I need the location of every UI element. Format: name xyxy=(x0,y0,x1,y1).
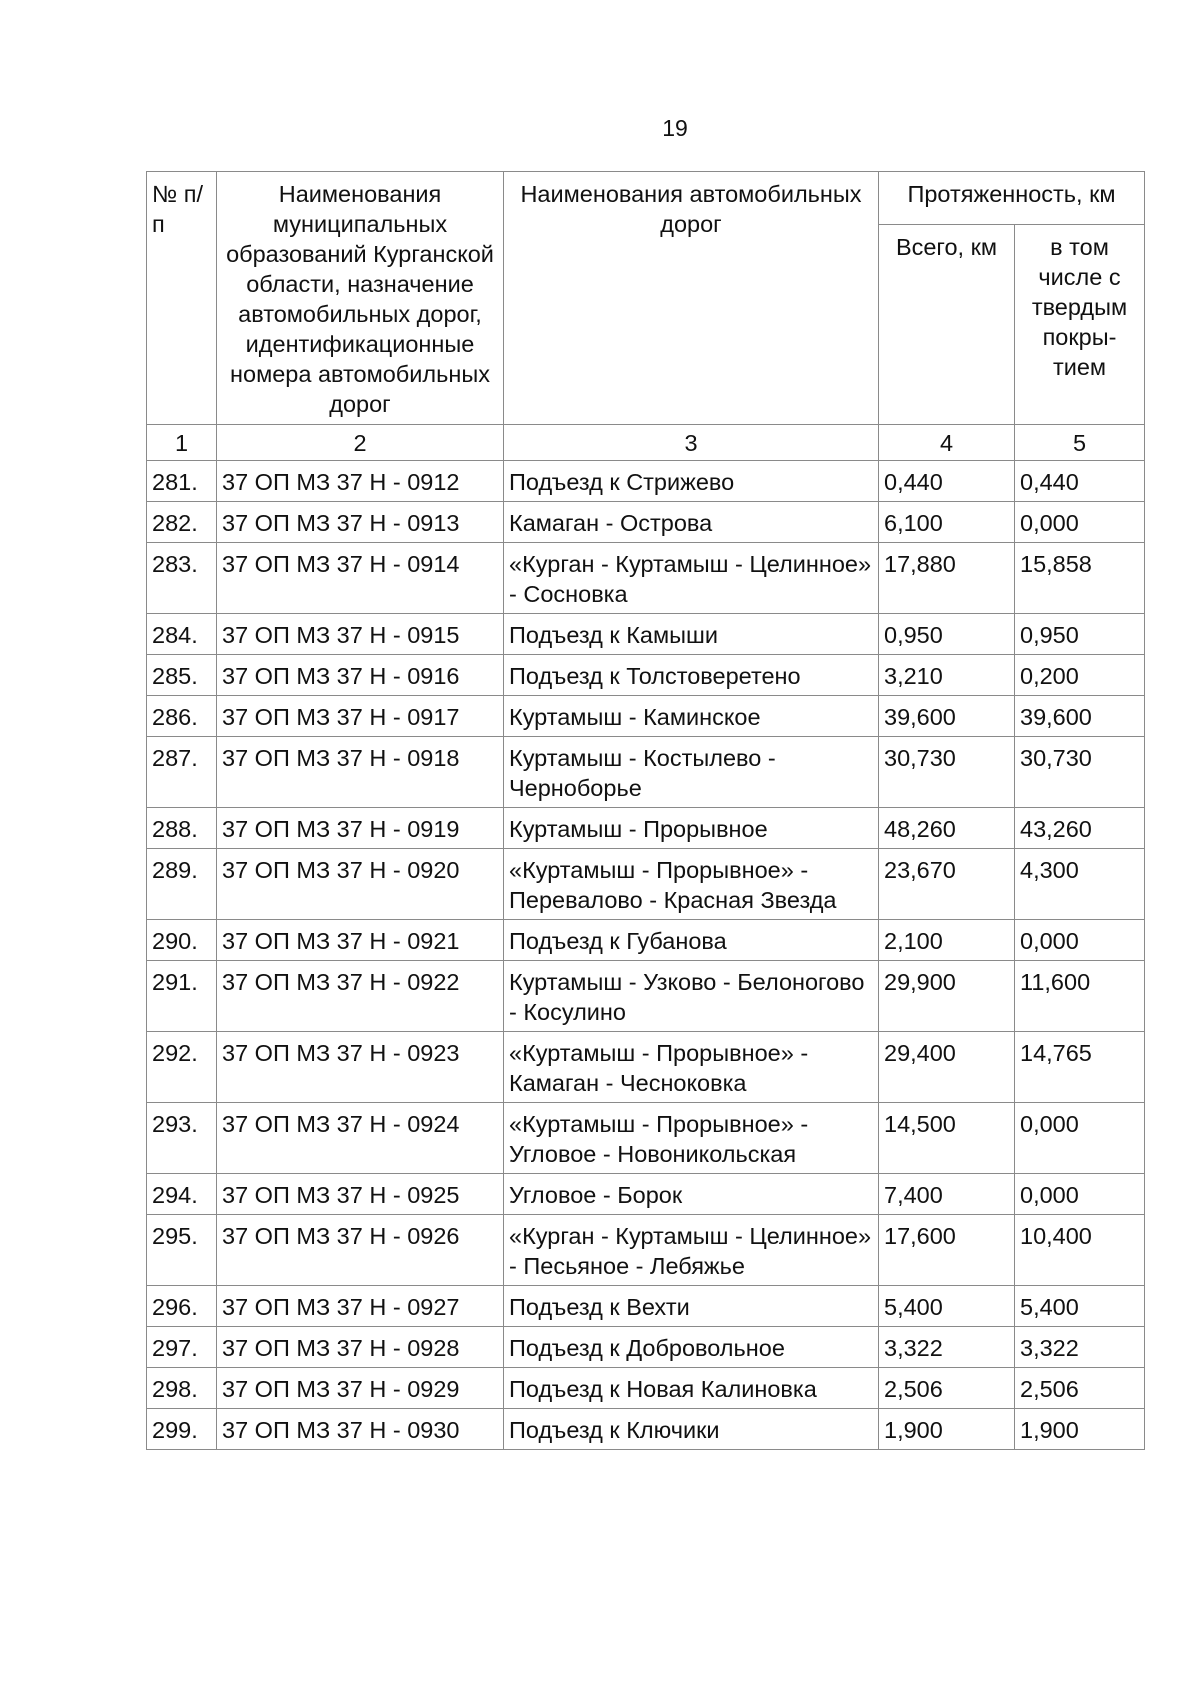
road-id: 37 ОП МЗ 37 Н - 0919 xyxy=(217,808,504,849)
table-header xyxy=(147,172,1145,461)
page-number: 19 xyxy=(662,115,688,141)
length-total: 14,500 xyxy=(879,1103,1015,1174)
header-road-name: Наименования автомобильных дорог xyxy=(504,172,879,425)
length-total: 6,100 xyxy=(879,502,1015,543)
road-id: 37 ОП МЗ 37 Н - 0917 xyxy=(217,696,504,737)
table-row xyxy=(147,1368,1145,1409)
length-total: 23,670 xyxy=(879,849,1015,920)
table-row xyxy=(147,1032,1145,1103)
length-paved: 11,600 xyxy=(1015,961,1145,1032)
row-number: 298. xyxy=(147,1368,217,1409)
road-name: Подъезд к Новая Калиновка xyxy=(504,1368,879,1409)
road-id: 37 ОП МЗ 37 Н - 0922 xyxy=(217,961,504,1032)
row-number: 291. xyxy=(147,961,217,1032)
length-paved: 4,300 xyxy=(1015,849,1145,920)
table-row xyxy=(147,1327,1145,1368)
road-id: 37 ОП МЗ 37 Н - 0920 xyxy=(217,849,504,920)
road-name: «Куртамыш - Прорывное» - Перевалово - Красная Звезда xyxy=(504,849,879,920)
roads-table xyxy=(146,171,1145,1450)
column-index: 4 xyxy=(879,425,1015,461)
road-id: 37 ОП МЗ 37 Н - 0924 xyxy=(217,1103,504,1174)
length-paved: 10,400 xyxy=(1015,1215,1145,1286)
row-number: 296. xyxy=(147,1286,217,1327)
header-municipal: Наименования муниципальных образований Курганской области, назначение автомобильных дорог, идентификационные номера автомобильных дорог xyxy=(217,172,504,425)
length-total: 2,506 xyxy=(879,1368,1015,1409)
length-paved: 2,506 xyxy=(1015,1368,1145,1409)
row-number: 285. xyxy=(147,655,217,696)
column-index: 2 xyxy=(217,425,504,461)
length-paved: 5,400 xyxy=(1015,1286,1145,1327)
row-number: 284. xyxy=(147,614,217,655)
road-id: 37 ОП МЗ 37 Н - 0925 xyxy=(217,1174,504,1215)
length-paved: 0,000 xyxy=(1015,920,1145,961)
column-index: 1 xyxy=(147,425,217,461)
road-name: Подъезд к Губанова xyxy=(504,920,879,961)
length-total: 7,400 xyxy=(879,1174,1015,1215)
row-number: 299. xyxy=(147,1409,217,1450)
table-row xyxy=(147,808,1145,849)
road-name: Подъезд к Стрижево xyxy=(504,461,879,502)
road-name: Подъезд к Вехти xyxy=(504,1286,879,1327)
row-number: 295. xyxy=(147,1215,217,1286)
road-name: Куртамыш - Каминское xyxy=(504,696,879,737)
road-id: 37 ОП МЗ 37 Н - 0912 xyxy=(217,461,504,502)
table-row xyxy=(147,1174,1145,1215)
row-number: 293. xyxy=(147,1103,217,1174)
length-paved: 0,950 xyxy=(1015,614,1145,655)
row-number: 292. xyxy=(147,1032,217,1103)
table-row xyxy=(147,1286,1145,1327)
road-name: «Курган - Куртамыш - Целинное» - Песьяное - Лебяжье xyxy=(504,1215,879,1286)
road-name: Угловое - Борок xyxy=(504,1174,879,1215)
row-number: 281. xyxy=(147,461,217,502)
row-number: 288. xyxy=(147,808,217,849)
length-paved: 43,260 xyxy=(1015,808,1145,849)
road-name: Камаган - Острова xyxy=(504,502,879,543)
length-paved: 0,000 xyxy=(1015,1103,1145,1174)
row-number: 287. xyxy=(147,737,217,808)
road-name: «Куртамыш - Прорывное» - Угловое - Новоникольская xyxy=(504,1103,879,1174)
road-id: 37 ОП МЗ 37 Н - 0921 xyxy=(217,920,504,961)
road-id: 37 ОП МЗ 37 Н - 0914 xyxy=(217,543,504,614)
header-number: № п/п xyxy=(147,172,217,425)
length-total: 17,600 xyxy=(879,1215,1015,1286)
length-paved: 30,730 xyxy=(1015,737,1145,808)
length-paved: 0,000 xyxy=(1015,502,1145,543)
road-id: 37 ОП МЗ 37 Н - 0916 xyxy=(217,655,504,696)
road-id: 37 ОП МЗ 37 Н - 0913 xyxy=(217,502,504,543)
length-total: 48,260 xyxy=(879,808,1015,849)
table-body xyxy=(147,461,1145,1450)
road-name: Подъезд к Толстоверетено xyxy=(504,655,879,696)
length-paved: 15,858 xyxy=(1015,543,1145,614)
column-index: 5 xyxy=(1015,425,1145,461)
row-number: 297. xyxy=(147,1327,217,1368)
length-paved: 0,000 xyxy=(1015,1174,1145,1215)
road-name: Куртамыш - Костылево - Черноборье xyxy=(504,737,879,808)
length-total: 5,400 xyxy=(879,1286,1015,1327)
length-total: 17,880 xyxy=(879,543,1015,614)
row-number: 286. xyxy=(147,696,217,737)
road-name: Куртамыш - Прорывное xyxy=(504,808,879,849)
length-paved: 0,440 xyxy=(1015,461,1145,502)
table-row xyxy=(147,614,1145,655)
table-row xyxy=(147,1103,1145,1174)
length-total: 0,440 xyxy=(879,461,1015,502)
column-index-row xyxy=(147,425,1145,461)
road-name: Куртамыш - Узково - Белоногово - Косулино xyxy=(504,961,879,1032)
row-number: 290. xyxy=(147,920,217,961)
length-total: 3,322 xyxy=(879,1327,1015,1368)
table-row xyxy=(147,737,1145,808)
length-total: 2,100 xyxy=(879,920,1015,961)
length-total: 29,400 xyxy=(879,1032,1015,1103)
row-number: 294. xyxy=(147,1174,217,1215)
table-row xyxy=(147,920,1145,961)
road-id: 37 ОП МЗ 37 Н - 0930 xyxy=(217,1409,504,1450)
road-name: Подъезд к Добровольное xyxy=(504,1327,879,1368)
length-total: 29,900 xyxy=(879,961,1015,1032)
road-name: «Курган - Куртамыш - Целинное» - Сосновка xyxy=(504,543,879,614)
header-total: Всего, км xyxy=(879,224,1015,424)
row-number: 282. xyxy=(147,502,217,543)
length-total: 1,900 xyxy=(879,1409,1015,1450)
length-total: 30,730 xyxy=(879,737,1015,808)
header-paved: в том числе с твердым покры-тием xyxy=(1015,224,1145,424)
row-number: 283. xyxy=(147,543,217,614)
length-total: 39,600 xyxy=(879,696,1015,737)
table-row xyxy=(147,849,1145,920)
road-id: 37 ОП МЗ 37 Н - 0915 xyxy=(217,614,504,655)
length-total: 0,950 xyxy=(879,614,1015,655)
road-name: Подъезд к Камыши xyxy=(504,614,879,655)
length-paved: 14,765 xyxy=(1015,1032,1145,1103)
column-index: 3 xyxy=(504,425,879,461)
table-row xyxy=(147,1215,1145,1286)
road-name: Подъезд к Ключики xyxy=(504,1409,879,1450)
table-row xyxy=(147,961,1145,1032)
length-paved: 0,200 xyxy=(1015,655,1145,696)
road-id: 37 ОП МЗ 37 Н - 0926 xyxy=(217,1215,504,1286)
row-number: 289. xyxy=(147,849,217,920)
header-length: Протяженность, км xyxy=(879,172,1145,225)
table-row xyxy=(147,461,1145,502)
length-paved: 3,322 xyxy=(1015,1327,1145,1368)
road-name: «Куртамыш - Прорывное» - Камаган - Чесноковка xyxy=(504,1032,879,1103)
table-row xyxy=(147,655,1145,696)
table-row xyxy=(147,502,1145,543)
road-id: 37 ОП МЗ 37 Н - 0929 xyxy=(217,1368,504,1409)
road-id: 37 ОП МЗ 37 Н - 0928 xyxy=(217,1327,504,1368)
length-paved: 1,900 xyxy=(1015,1409,1145,1450)
length-paved: 39,600 xyxy=(1015,696,1145,737)
table-row xyxy=(147,1409,1145,1450)
table-row xyxy=(147,696,1145,737)
table-row xyxy=(147,543,1145,614)
road-id: 37 ОП МЗ 37 Н - 0923 xyxy=(217,1032,504,1103)
road-id: 37 ОП МЗ 37 Н - 0927 xyxy=(217,1286,504,1327)
road-id: 37 ОП МЗ 37 Н - 0918 xyxy=(217,737,504,808)
length-total: 3,210 xyxy=(879,655,1015,696)
